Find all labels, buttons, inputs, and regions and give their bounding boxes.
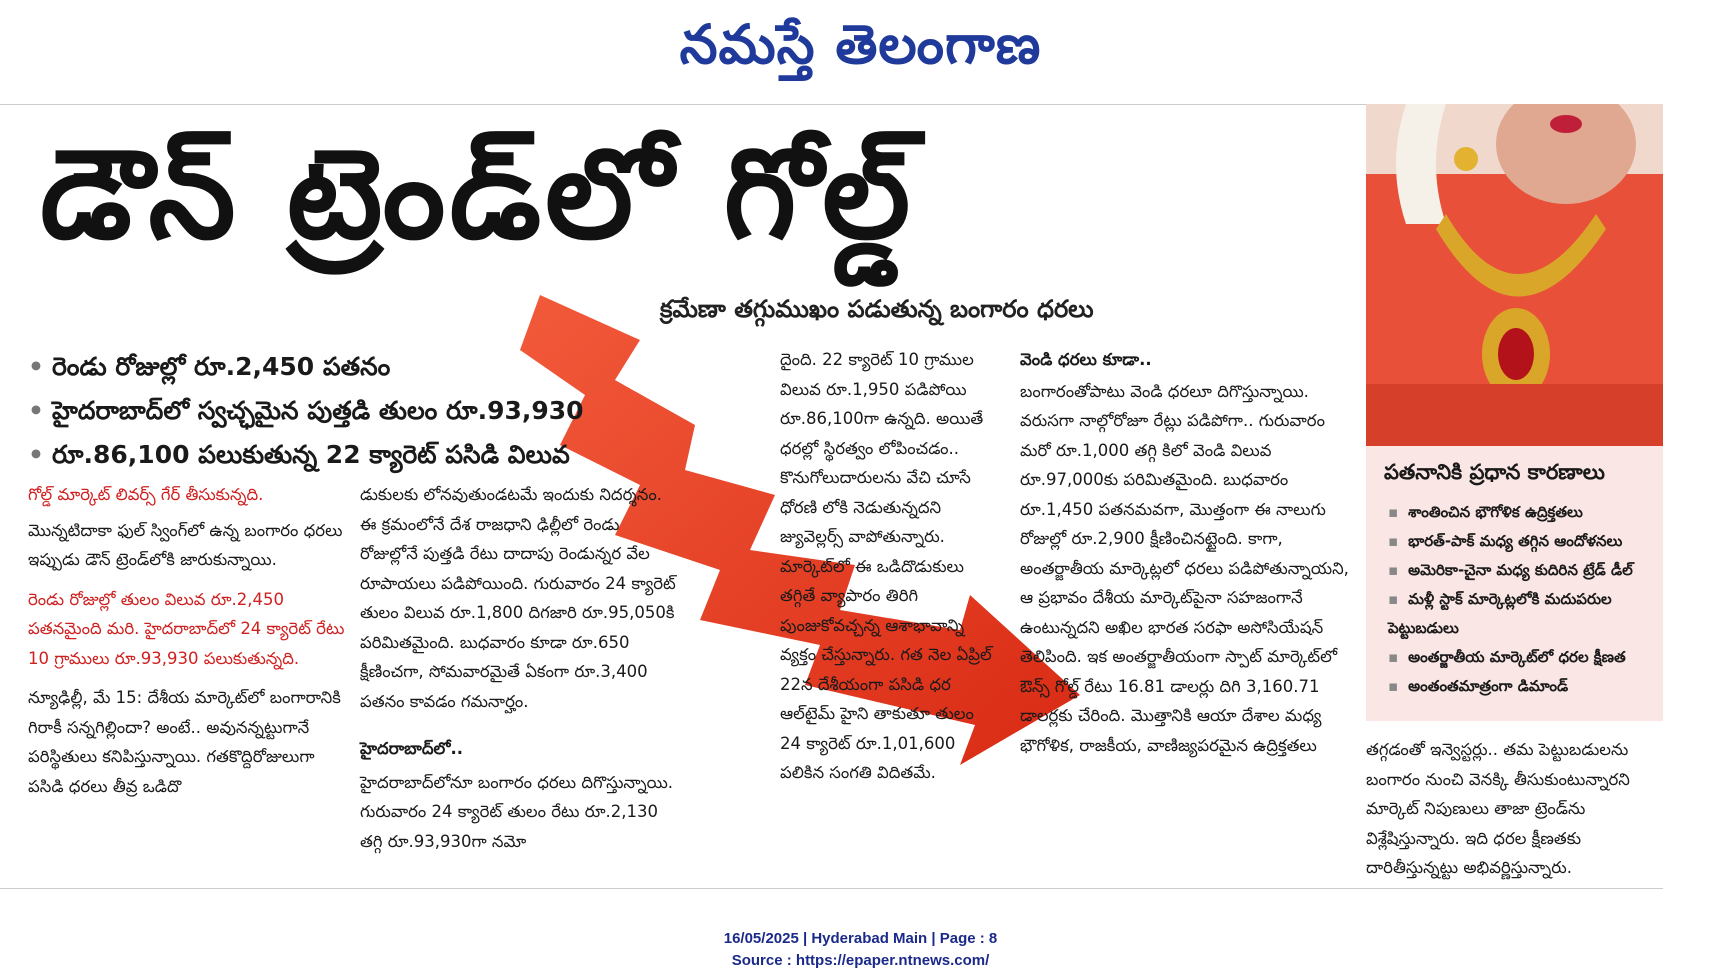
subheadline: క్రమేణా తగ్గుముఖం పడుతున్న బంగారం ధరలు (660, 295, 1094, 323)
article-column-3 (700, 345, 1000, 788)
reason-item: ▪ మళ్లీ స్టాక్ మార్కెట్లలోకి మదుపరుల పెట్టుబడులు (1388, 585, 1655, 643)
reasons-box (1366, 446, 1663, 721)
article-column-2 (360, 480, 680, 856)
section-heading-hyderabad: హైదరాబాద్‌లో.. (360, 739, 464, 758)
lead-red-text: గోల్డ్ మార్కెట్ లివర్స్ గేర్ తీసుకున్నది. (28, 485, 264, 504)
article-column-1 (28, 480, 346, 801)
reason-item: ▪ అంతంతమాత్రంగా డిమాండ్ (1388, 672, 1655, 701)
body-text: బంగారంతోపాటు వెండి ధరలూ దిగొస్తున్నాయి. వరుసగా నాల్గోరోజూ రేట్లు పడిపోగా.. గురువారం మరో రూ.1,000 తగ్గి కిలో వెండి విలువ రూ.97,000కు పరిమితమైంది. బుధవారం రూ.1,450 పతనమవగా, మొత్తంగా ఈ నాలుగు రోజుల్లో రూ.2,900 క్షీణించినట్టైంది. కాగా, అంతర్జాతీయ మార్కెట్లలో ధరలు పడిపోతున్నాయని, ఆ ప్రభావం దేశీయ మార్కెట్‌పైనా సహజంగానే ఉంటున్నదని అఖిల భారత సరఫా అసోసియేషన్ తెలిపింది. ఇక అంతర్జాతీయంగా స్పాట్ మార్కెట్‌లో ఔన్స్ గోల్డ్ రేటు 16.81 డాలర్లు దిగి 3,160.71 డాలర్లకు చేరింది. మొత్తానికి ఆయా దేశాల మధ్య భౌగోళిక, రాజకీయ, వాణిజ్యపరమైన ఉద్రిక్తతలు (1020, 381, 1349, 755)
body-text: దైంది. 22 క్యారెట్ 10 గ్రాముల విలువ రూ.1,950 పడిపోయి రూ.86,100గా ఉన్నది. అయితే ధరల్లో స్థిరత్వం లోపించడం.. కొనుగోలుదారులను వేచి చూసే ధోరణి లోకి నెడుతున్నదని జ్యువెల్లర్స్ వాపోతున్నారు. మార్కెట్‌లో ఈ ఒడిదొడుకులు తగ్గితే వ్యాపారం తిరిగి పుంజుకోవచ్చన్న ఆశాభావాన్ని వ్యక్తం చేస్తున్నారు. గత నెల ఏప్రిల్ 22న దేశీయంగా పసిడి ధర ఆల్‌టైమ్ హైని తాకుతూ తులం 24 క్యారెట్ రూ.1,01,600 పలికిన సంగతి విదితమే. (780, 350, 992, 782)
reason-item: ▪ శాంతించిన భౌగోళిక ఉద్రిక్తతలు (1388, 498, 1655, 527)
highlights-list (28, 345, 688, 477)
footer-source-line: Source : https://epaper.ntnews.com/ (731, 952, 990, 969)
masthead-logo: నమస్తే తెలంగాణ (679, 12, 1042, 76)
body-text: డుకులకు లోనవుతుండటమే ఇందుకు నిదర్శనం. ఈ క్రమంలోనే దేశ రాజధాని ఢిల్లీలో రెండు రోజుల్లోనే పుత్తడి రేటు దాదాపు రెండున్నర వేల రూపాయలు పడిపోయింది. గురువారం 24 క్యారెట్ తులం విలువ రూ.1,800 దిగజారి రూ.95,050కి పరిమితమైంది. బుధవారం కూడా రూ.650 క్షీణించగా, సోమవారమైతే ఏకంగా రూ.3,400 పతనం కావడం గమనార్హం. (360, 485, 676, 711)
reasons-title: పతనానికి ప్రధాన కారణాలు (1384, 460, 1605, 484)
page-footer (0, 928, 1721, 972)
reasons-list (1366, 498, 1663, 701)
highlight-item: • రూ.86,100 పలుకుతున్న 22 క్యారెట్ పసిడి విలువ (28, 433, 688, 477)
red-paragraph: రెండు రోజుల్లో తులం విలువ రూ.2,450 పతనమైంది మరి. హైదరాబాద్‌లో 24 క్యారెట్ రేటు 10 గ్రాములు రూ.93,930 పలుకుతున్నది. (28, 589, 345, 668)
lead-text: మొన్నటిదాకా ఫుల్ స్వింగ్‌లో ఉన్న బంగారం ధరలు ఇప్పుడు డౌన్ ట్రెండ్‌లోకి జారుకున్నాయి. (28, 520, 343, 569)
article-column-4 (1020, 345, 1350, 760)
reason-item: ▪ అంతర్జాతీయ మార్కెట్‌లో ధరల క్షీణత (1388, 643, 1655, 672)
body-text: న్యూఢిల్లీ, మే 15: దేశీయ మార్కెట్‌లో బంగారానికి గిరాకీ సన్నగిల్లిందా? అంటే.. అవునన్నట్టుగానే పరిస్థితులు కనిపిస్తున్నాయి. గతకొద్దిరోజులుగా పసిడి ధరలు తీవ్ర ఒడిదొ (28, 688, 341, 796)
reason-item: ▪ భారత్-పాక్ మధ్య తగ్గిన ఆందోళనలు (1388, 527, 1655, 556)
body-text: తగ్గడంతో ఇన్వెస్టర్లు.. తమ పెట్టుబడులను బంగారం నుంచి వెనక్కి తీసుకుంటున్నారని మార్కెట్ నిపుణులు తాజా ట్రెండ్‌ను విశ్లేషిస్తున్నారు. ఇది ధరల క్షీణతకు దారితీస్తున్నట్టు అభివర్ణిస్తున్నారు. (1366, 740, 1630, 877)
reason-item: ▪ అమెరికా-చైనా మధ్య కుదిరిన ట్రేడ్ డీల్ (1388, 556, 1655, 585)
highlight-item: • హైదరాబాద్‌లో స్వచ్ఛమైన పుత్తడి తులం రూ.93,930 (28, 389, 688, 433)
footer-date-line: 16/05/2025 | Hyderabad Main | Page : 8 (723, 930, 998, 947)
headline: డౌన్ ట్రెండ్‌లో గోల్డ్ (40, 123, 915, 267)
article-column-5 (1366, 735, 1663, 883)
highlight-item: • రెండు రోజుల్లో రూ.2,450 పతనం (28, 345, 688, 389)
jewellery-photo (1366, 104, 1663, 446)
section-heading-silver: వెండి ధరలు కూడా.. (1020, 350, 1152, 369)
body-text: హైదరాబాద్‌లోనూ బంగారం ధరలు దిగొస్తున్నాయి. గురువారం 24 క్యారెట్ తులం రేటు రూ.2,130 తగ్గి రూ.93,930గా నమో (360, 772, 674, 851)
